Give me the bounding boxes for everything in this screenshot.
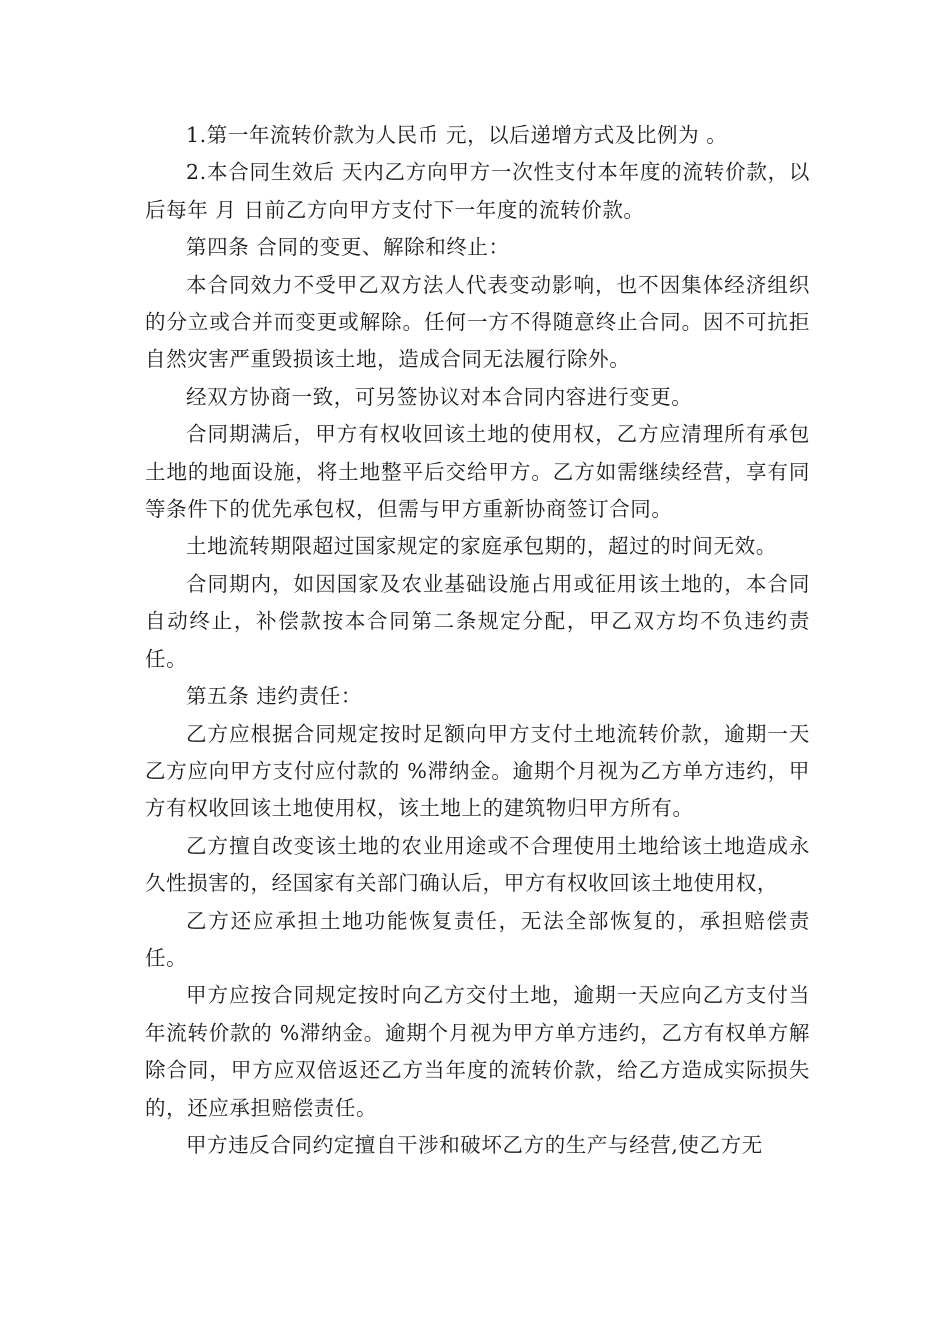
paragraph-payment-first-year: 1.第一年流转价款为人民币 元，以后递增方式及比例为 。 — [186, 123, 728, 147]
paragraph-term-limit: 土地流转期限超过国家规定的家庭承包期的，超过的时间无效。 — [186, 534, 777, 559]
heading-article-four: 第四条 合同的变更、解除和终止： — [186, 235, 510, 260]
paragraph-party-b-late-payment: 乙方应根据合同规定按时足额向甲方支付土地流转价款，逾期一天乙方应向甲方支付应付款的 %滞纳金。逾期个月视为乙方单方违约，甲方有权收回该土地使用权，该土地上的建筑物归甲方所有。 — [145, 721, 810, 821]
paragraph-requisition: 合同期内，如因国家及农业基础设施占用或征用该土地的，本合同自动终止，补偿款按本合同第二条规定分配，甲乙双方均不负违约责任。 — [145, 571, 810, 671]
paragraph-amendment: 经双方协商一致，可另签协议对本合同内容进行变更。 — [186, 384, 693, 409]
paragraph-party-a-interference: 甲方违反合同约定擅自干涉和破坏乙方的生产与经营,使乙方无 — [186, 1132, 763, 1157]
paragraph-party-a-late-delivery: 甲方应按合同规定按时向乙方交付土地，逾期一天应向乙方支付当年流转价款的 %滞纳金。逾期个月视为甲方单方违约，乙方有权单方解除合同，甲方应双倍返还乙方当年度的流转价款，给乙方造成实际损失的，还应承担赔偿责任。 — [145, 983, 810, 1120]
paragraph-party-b-misuse: 乙方擅自改变该土地的农业用途或不合理使用土地给该土地造成永久性损害的，经国家有关部门确认后，甲方有权收回该土地使用权， — [145, 833, 810, 896]
paragraph-contract-validity: 本合同效力不受甲乙双方法人代表变动影响，也不因集体经济组织的分立或合并而变更或解除。任何一方不得随意终止合同。因不可抗拒自然灾害严重毁损该土地，造成合同无法履行除外。 — [145, 272, 810, 372]
heading-article-five: 第五条 违约责任： — [186, 684, 362, 709]
document-body — [145, 117, 810, 1164]
paragraph-expiry: 合同期满后，甲方有权收回该土地的使用权，乙方应清理所有承包土地的地面设施，将土地整平后交给甲方。乙方如需继续经营，享有同等条件下的优先承包权，但需与甲方重新协商签订合同。 — [145, 422, 810, 522]
paragraph-restoration: 乙方还应承担土地功能恢复责任，无法全部恢复的，承担赔偿责任。 — [145, 908, 810, 970]
paragraph-payment-schedule: 2.本合同生效后 天内乙方向甲方一次性支付本年度的流转价款，以后每年 月 日前乙方向甲方支付下一年度的流转价款。 — [145, 160, 810, 222]
